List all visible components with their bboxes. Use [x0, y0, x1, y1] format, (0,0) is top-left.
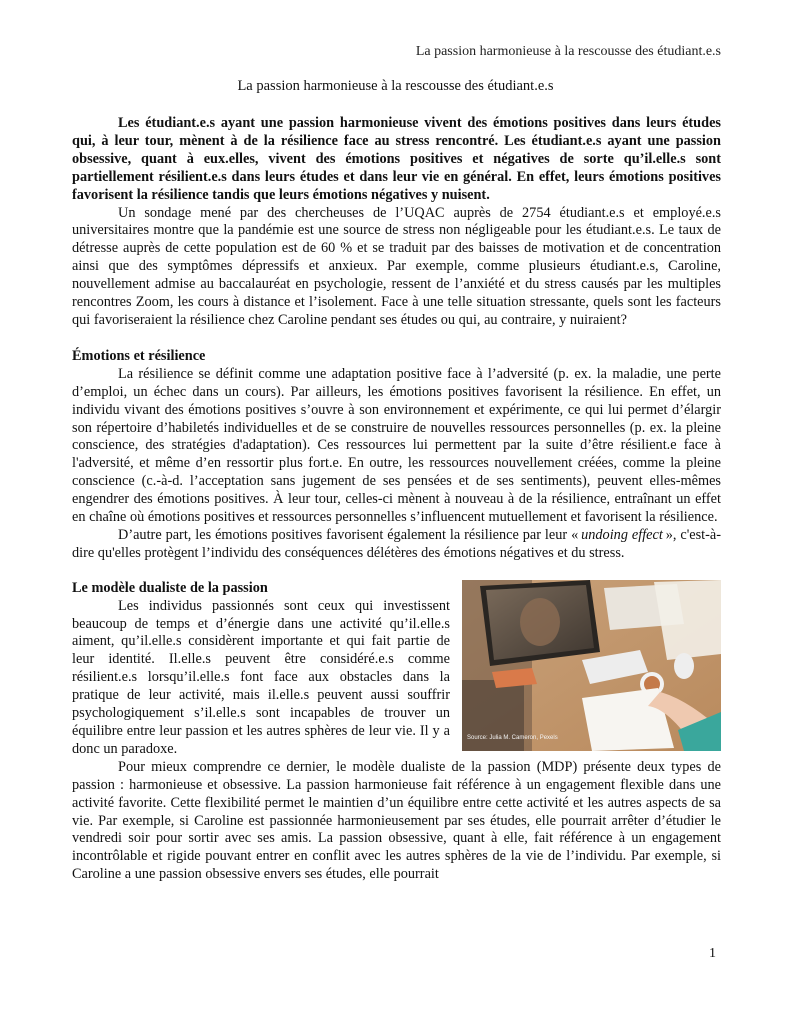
abstract-paragraph: Les étudiant.e.s ayant une passion harmonieuse vivent des émotions positives dans leurs études qui, à leur tour, mènent à de la résilience face au stress rencontré. Les étudiant.e.s ayant une passion obsessive, quant à eux.elles, vivent des émotions positives et négatives de sorte qu’il.elle.s sont partiellement résilient.e.s dans leurs études et dans leur vie en général. En effet, leurs émotions positives favorisent la résilience tandis que leurs émotions négatives y nuisent. [72, 115, 721, 203]
passion-model-paragraph-2: Pour mieux comprendre ce dernier, le modèle dualiste de la passion (MDP) présente deux types de passion : harmonieuse et obsessive. La passion harmonieuse fait référence à un engagement flexible dans une activité favorite. Cette flexibilité permet le maintien d’un équilibre entre cette activité et les autres aspects de sa vie. Par exemple, si Caroline est passionnée harmonieusement par ses études, elle pourrait arrêter d’étudier le vendredi soir pour sortir avec ses amis. La passion obsessive, quant à elle, fait référence à un engagement incontrôlable et rigide pouvant entrer en conflit avec les autres sphères de la vie de l’individu. Par exemple, si Caroline a une passion obsessive envers ses études, elle pourrait [72, 758, 721, 883]
section-heading-emotions: Émotions et résilience [72, 347, 206, 364]
intro-paragraph: Un sondage mené par des chercheuses de l’UQAC auprès de 2754 étudiant.e.s et employé.e.s universitaires montre que la pandémie est une source de stress non négligeable pour les étudiant.e.s. Le taux de détresse auprès de cette population est de 60 % et se traduit par des baisses de motivation et de concentration ainsi que des symptômes dépressifs et anxieux. Par exemple, comme plusieurs étudiant.e.s, Caroline, nouvellement admise au baccalauréat en psychologie, ressent de l’anxiété et du stress causés par les multiples rencontres Zoom, les cours à distance et l’isolement. Face à une telle situation stressante, quels sont les facteurs qui favoriseraient la résilience chez Caroline pendant ses études ou qui, au contraire, y nuiraient? [72, 204, 721, 328]
undoing-effect-term: undoing effect [581, 526, 663, 543]
emotions-paragraph-1: La résilience se définit comme une adaptation positive face à l’adversité (p. ex. la maladie, une perte d’emploi, un échec dans un cours). Par ailleurs, les émotions positives favorisent la résilience. En effet, un individu vivant des émotions positives s’ouvre à son environnement et expérimente, ce qui lui permet d’élargir son répertoire d’habiletés individuelles et de se construire de nouvelles ressources personnelles (p. ex. la pleine conscience, des stratégies d'adaptation). Ces ressources lui permettent par la suite d’être résilient.e face à l'adversité, et même d’en ressortir plus fort.e. En outre, les ressources nouvellement créées, comme la pleine conscience (c.-à-d. l’acceptation sans jugement de ses pensées et de ses sentiments), peuvent elles-mêmes engendrer des émotions positives. À leur tour, celles-ci mènent à nouveau à de la résilience, entraînant un effet en chaîne où émotions positives et ressources personnelles s’influencent mutuellement et favorisent la résilience. [72, 365, 721, 526]
photo-credit: Source: Julia M. Cameron, Pexels [467, 734, 558, 741]
document-body [72, 115, 721, 884]
document-title: La passion harmonieuse à la rescousse des étudiant.e.s [237, 78, 554, 94]
section-heading-passion-model: Le modèle dualiste de la passion [72, 579, 268, 596]
passion-model-paragraph-1: Les individus passionnés sont ceux qui investissent beaucoup de temps et d’énergie dans une activité qu’il.elle.s aiment, qu’il.elle.s considèrent importante et qui fait partie de leur identité. Il.elle.s peuvent être considéré.e.s comme résilient.e.s lorsqu’il.elle.s font face aux obstacles dans la pratique de leur activité, mais il.elle.s peuvent aussi souffrir psychologiquement s’il.elle.s sont incapables de trouver un équilibre entre leur passion et les autres sphères de leur vie. Il y a donc un paradoxe. [72, 597, 450, 757]
running-header: La passion harmonieuse à la rescousse des étudiant.e.s [415, 44, 721, 59]
photo-figure [462, 580, 721, 751]
page-number: 1 [709, 946, 716, 961]
emotions-paragraph-2: D’autre part, les émotions positives favorisent également la résilience par leur « undoing effect », c'est-à-dire qu'elles protègent l’individu des conséquences délétères des émotions négatives et du stress. [72, 526, 722, 561]
desk-photo-image [462, 580, 721, 751]
